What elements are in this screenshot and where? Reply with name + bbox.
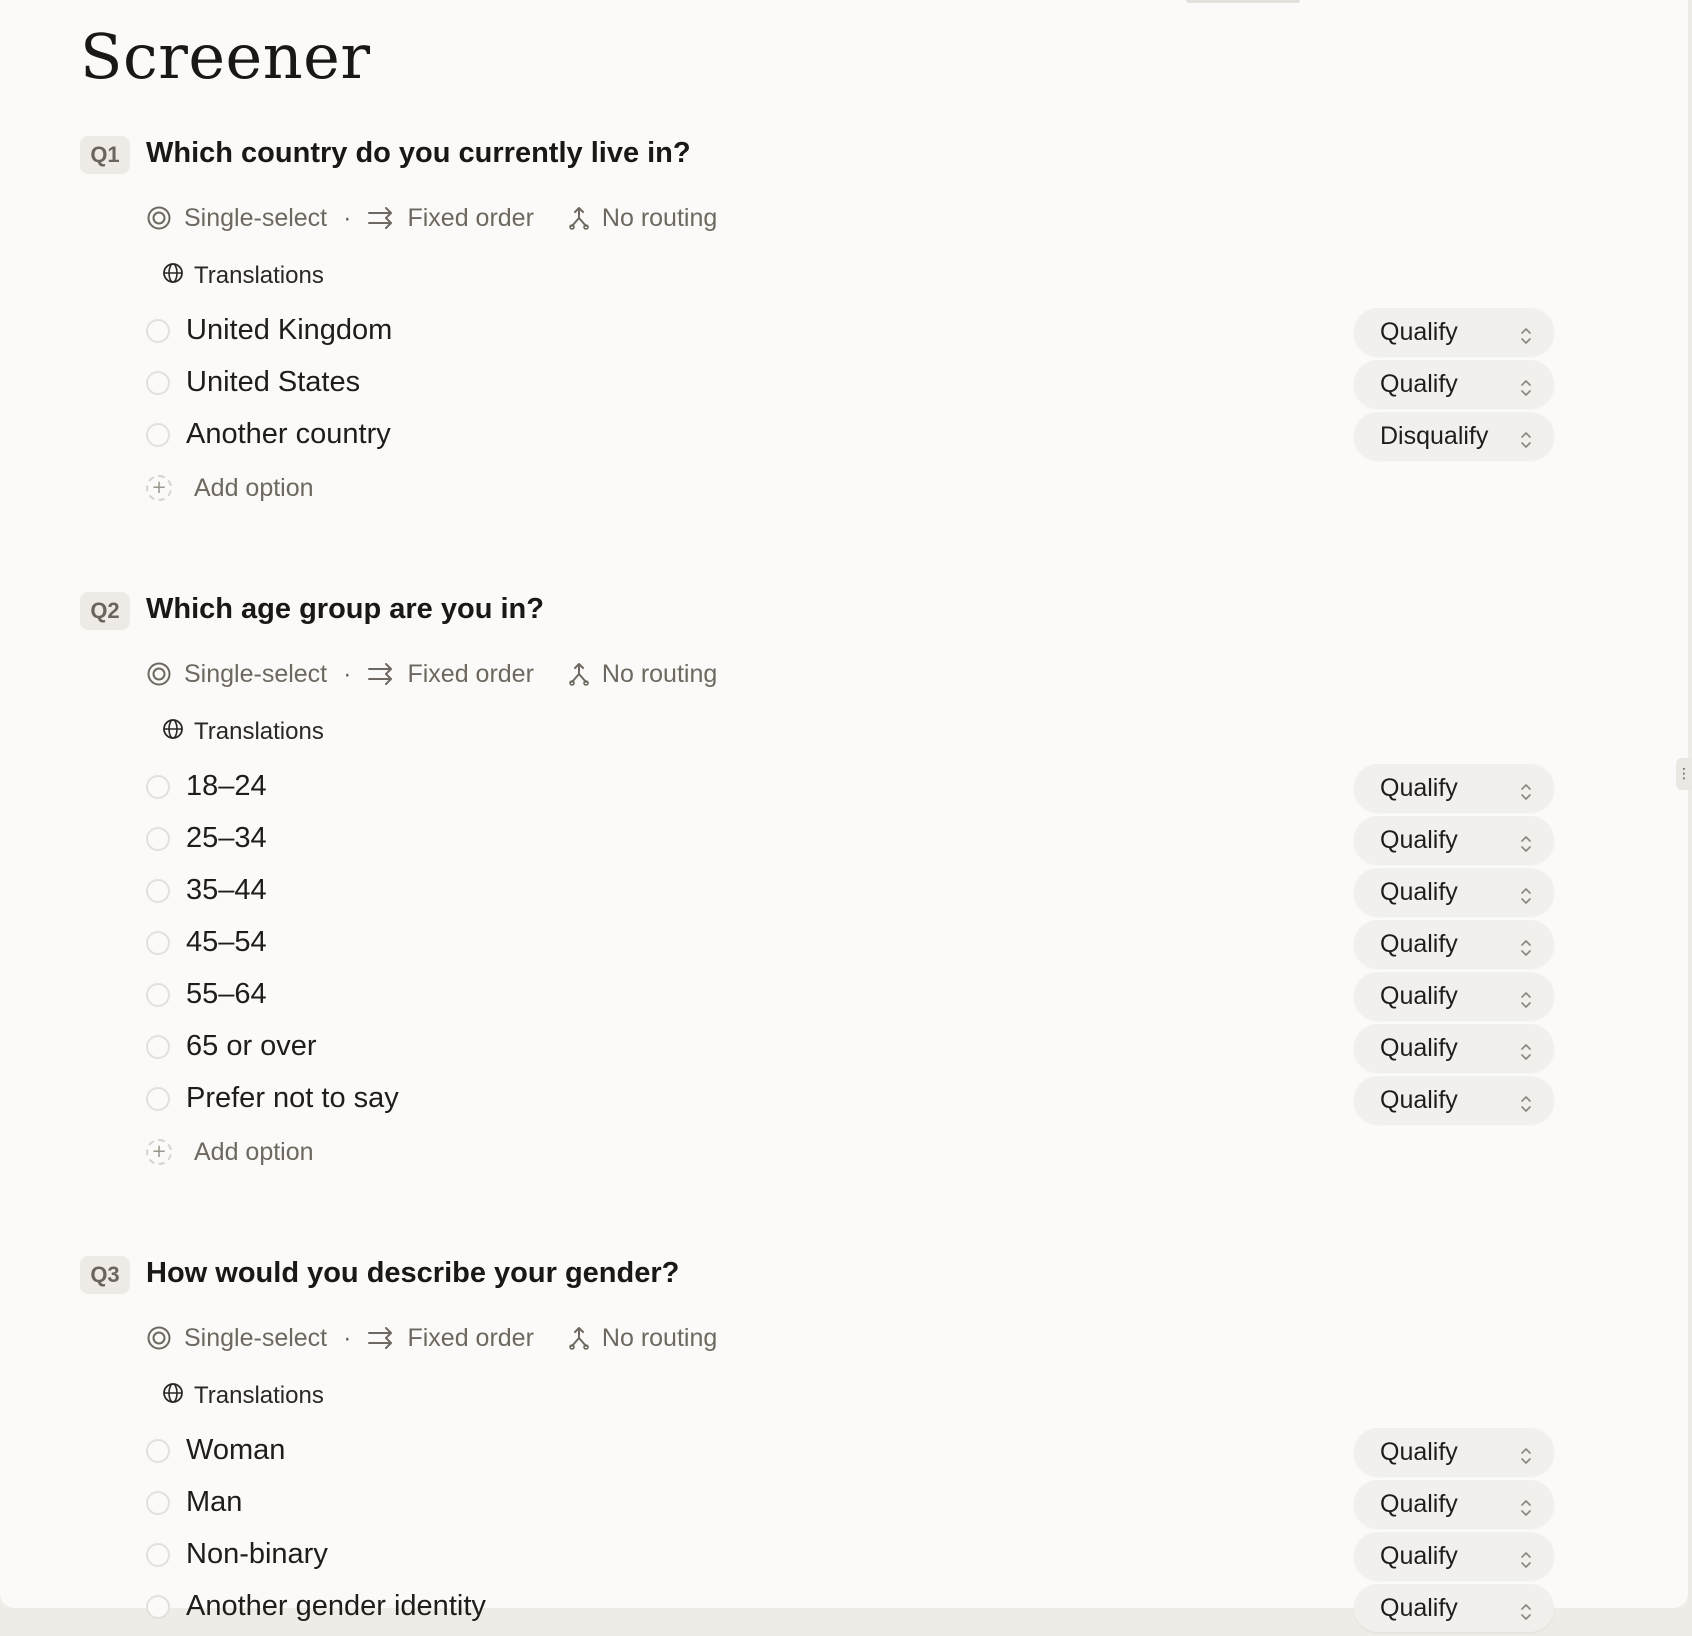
fixed-order-icon <box>367 663 395 685</box>
options-list <box>146 764 1546 1166</box>
question-meta <box>146 1322 717 1354</box>
add-option-label: Add option <box>194 1137 314 1166</box>
radio-button[interactable] <box>146 1491 170 1515</box>
chevron-updown-icon <box>1520 375 1532 404</box>
option-label[interactable]: 55–64 <box>186 978 267 1010</box>
target-icon <box>146 205 172 231</box>
question-routing[interactable]: No routing <box>601 203 718 232</box>
fixed-order-icon <box>367 207 395 229</box>
chevron-updown-icon <box>1520 1091 1532 1120</box>
radio-button[interactable] <box>146 1439 170 1463</box>
translations-label: Translations <box>194 718 324 745</box>
translations-label: Translations <box>194 262 324 289</box>
select-value: Qualify <box>1380 1593 1458 1622</box>
vertical-ellipsis-icon[interactable]: ⋮ <box>1676 758 1692 790</box>
question-title[interactable]: Which country do you currently live in? <box>146 137 691 169</box>
qualify-select[interactable] <box>1354 868 1554 916</box>
option-row <box>146 1532 1546 1584</box>
qualify-select[interactable] <box>1354 308 1554 356</box>
chevron-updown-icon <box>1520 831 1532 860</box>
routing-icon <box>568 1326 590 1350</box>
question-type[interactable]: Single-select <box>184 203 328 232</box>
qualify-select[interactable] <box>1354 412 1554 460</box>
question-title[interactable]: How would you describe your gender? <box>146 1257 680 1289</box>
options-list <box>146 308 1546 502</box>
chevron-updown-icon <box>1520 987 1532 1016</box>
chevron-updown-icon <box>1520 779 1532 808</box>
qualify-select[interactable] <box>1354 1024 1554 1072</box>
routing-icon <box>568 206 590 230</box>
qualify-select[interactable] <box>1354 1532 1554 1580</box>
radio-button[interactable] <box>146 1035 170 1059</box>
option-row <box>146 412 1546 464</box>
radio-button[interactable] <box>146 423 170 447</box>
select-value: Qualify <box>1380 369 1458 398</box>
qualify-select[interactable] <box>1354 972 1554 1020</box>
option-row <box>146 972 1546 1024</box>
question-order[interactable]: Fixed order <box>407 1323 534 1352</box>
translations-link[interactable] <box>162 1382 324 1410</box>
question-number-badge: Q1 <box>80 136 130 174</box>
option-row <box>146 816 1546 868</box>
radio-button[interactable] <box>146 1595 170 1619</box>
chevron-updown-icon <box>1520 1599 1532 1628</box>
qualify-select[interactable] <box>1354 1076 1554 1124</box>
separator-dot: · <box>343 659 352 688</box>
option-label[interactable]: 45–54 <box>186 926 267 958</box>
separator-dot: · <box>343 1323 352 1352</box>
routing-icon <box>568 662 590 686</box>
option-label[interactable]: Another country <box>186 418 391 450</box>
select-value: Qualify <box>1380 981 1458 1010</box>
chevron-updown-icon <box>1520 1495 1532 1524</box>
qualify-select[interactable] <box>1354 1428 1554 1476</box>
radio-button[interactable] <box>146 827 170 851</box>
option-label[interactable]: Non-binary <box>186 1538 328 1570</box>
separator-dot: · <box>343 203 352 232</box>
qualify-select[interactable] <box>1354 1480 1554 1528</box>
fixed-order-icon <box>367 1327 395 1349</box>
translations-link[interactable] <box>162 262 324 290</box>
options-list <box>146 1428 1546 1636</box>
chevron-updown-icon <box>1520 427 1532 456</box>
chevron-updown-icon <box>1520 1039 1532 1068</box>
select-value: Qualify <box>1380 1437 1458 1466</box>
radio-button[interactable] <box>146 1543 170 1567</box>
add-option-button[interactable] <box>146 1132 314 1172</box>
chevron-updown-icon <box>1520 1443 1532 1472</box>
option-row <box>146 764 1546 816</box>
question-number-badge: Q3 <box>80 1256 130 1294</box>
radio-button[interactable] <box>146 371 170 395</box>
select-value: Qualify <box>1380 929 1458 958</box>
globe-icon <box>162 1382 184 1411</box>
qualify-select[interactable] <box>1354 920 1554 968</box>
select-value: Qualify <box>1380 1541 1458 1570</box>
select-value: Disqualify <box>1380 421 1489 450</box>
question-1 <box>80 136 1580 502</box>
option-row <box>146 1584 1546 1636</box>
radio-button[interactable] <box>146 931 170 955</box>
question-number-badge: Q2 <box>80 592 130 630</box>
option-row <box>146 1076 1546 1128</box>
question-3 <box>80 1256 1580 1622</box>
option-label[interactable]: Prefer not to say <box>186 1082 399 1114</box>
select-value: Qualify <box>1380 317 1458 346</box>
option-row <box>146 1428 1546 1480</box>
select-value: Qualify <box>1380 877 1458 906</box>
question-routing[interactable]: No routing <box>601 659 718 688</box>
qualify-select[interactable] <box>1354 816 1554 864</box>
translations-label: Translations <box>194 1382 324 1409</box>
chevron-updown-icon <box>1520 935 1532 964</box>
option-label[interactable]: 65 or over <box>186 1030 317 1062</box>
chevron-updown-icon <box>1520 323 1532 352</box>
radio-button[interactable] <box>146 879 170 903</box>
qualify-select[interactable] <box>1354 360 1554 408</box>
plus-icon: + <box>146 1139 172 1165</box>
add-option-label: Add option <box>194 473 314 502</box>
question-title[interactable]: Which age group are you in? <box>146 593 544 625</box>
question-type[interactable]: Single-select <box>184 659 328 688</box>
page-title: Screener <box>80 20 371 93</box>
question-routing[interactable]: No routing <box>601 1323 718 1352</box>
target-icon <box>146 661 172 687</box>
qualify-select[interactable] <box>1354 1584 1554 1632</box>
radio-button[interactable] <box>146 319 170 343</box>
select-value: Qualify <box>1380 1489 1458 1518</box>
top-tab-handle[interactable] <box>1186 0 1300 3</box>
select-value: Qualify <box>1380 1033 1458 1062</box>
option-label[interactable]: Woman <box>186 1434 286 1466</box>
question-meta <box>146 202 717 234</box>
radio-button[interactable] <box>146 775 170 799</box>
option-row <box>146 308 1546 360</box>
globe-icon <box>162 718 184 747</box>
add-option-button[interactable] <box>146 468 314 508</box>
radio-button[interactable] <box>146 1087 170 1111</box>
question-order[interactable]: Fixed order <box>407 659 534 688</box>
target-icon <box>146 1325 172 1351</box>
qualify-select[interactable] <box>1354 764 1554 812</box>
option-label[interactable]: United States <box>186 366 361 398</box>
radio-button[interactable] <box>146 983 170 1007</box>
option-row <box>146 1480 1546 1532</box>
select-value: Qualify <box>1380 825 1458 854</box>
option-row <box>146 360 1546 412</box>
option-label[interactable]: Man <box>186 1486 243 1518</box>
chevron-updown-icon <box>1520 1547 1532 1576</box>
option-label[interactable]: 18–24 <box>186 770 267 802</box>
option-row <box>146 1024 1546 1076</box>
question-order[interactable]: Fixed order <box>407 203 534 232</box>
globe-icon <box>162 262 184 291</box>
translations-link[interactable] <box>162 718 324 746</box>
option-row <box>146 920 1546 972</box>
option-label[interactable]: Another gender identity <box>186 1590 486 1622</box>
question-type[interactable]: Single-select <box>184 1323 328 1352</box>
chevron-updown-icon <box>1520 883 1532 912</box>
plus-icon: + <box>146 475 172 501</box>
select-value: Qualify <box>1380 773 1458 802</box>
option-label[interactable]: 35–44 <box>186 874 267 906</box>
option-row <box>146 868 1546 920</box>
question-meta <box>146 658 717 690</box>
select-value: Qualify <box>1380 1085 1458 1114</box>
option-label[interactable]: United Kingdom <box>186 314 393 346</box>
option-label[interactable]: 25–34 <box>186 822 267 854</box>
question-2 <box>80 592 1580 1166</box>
